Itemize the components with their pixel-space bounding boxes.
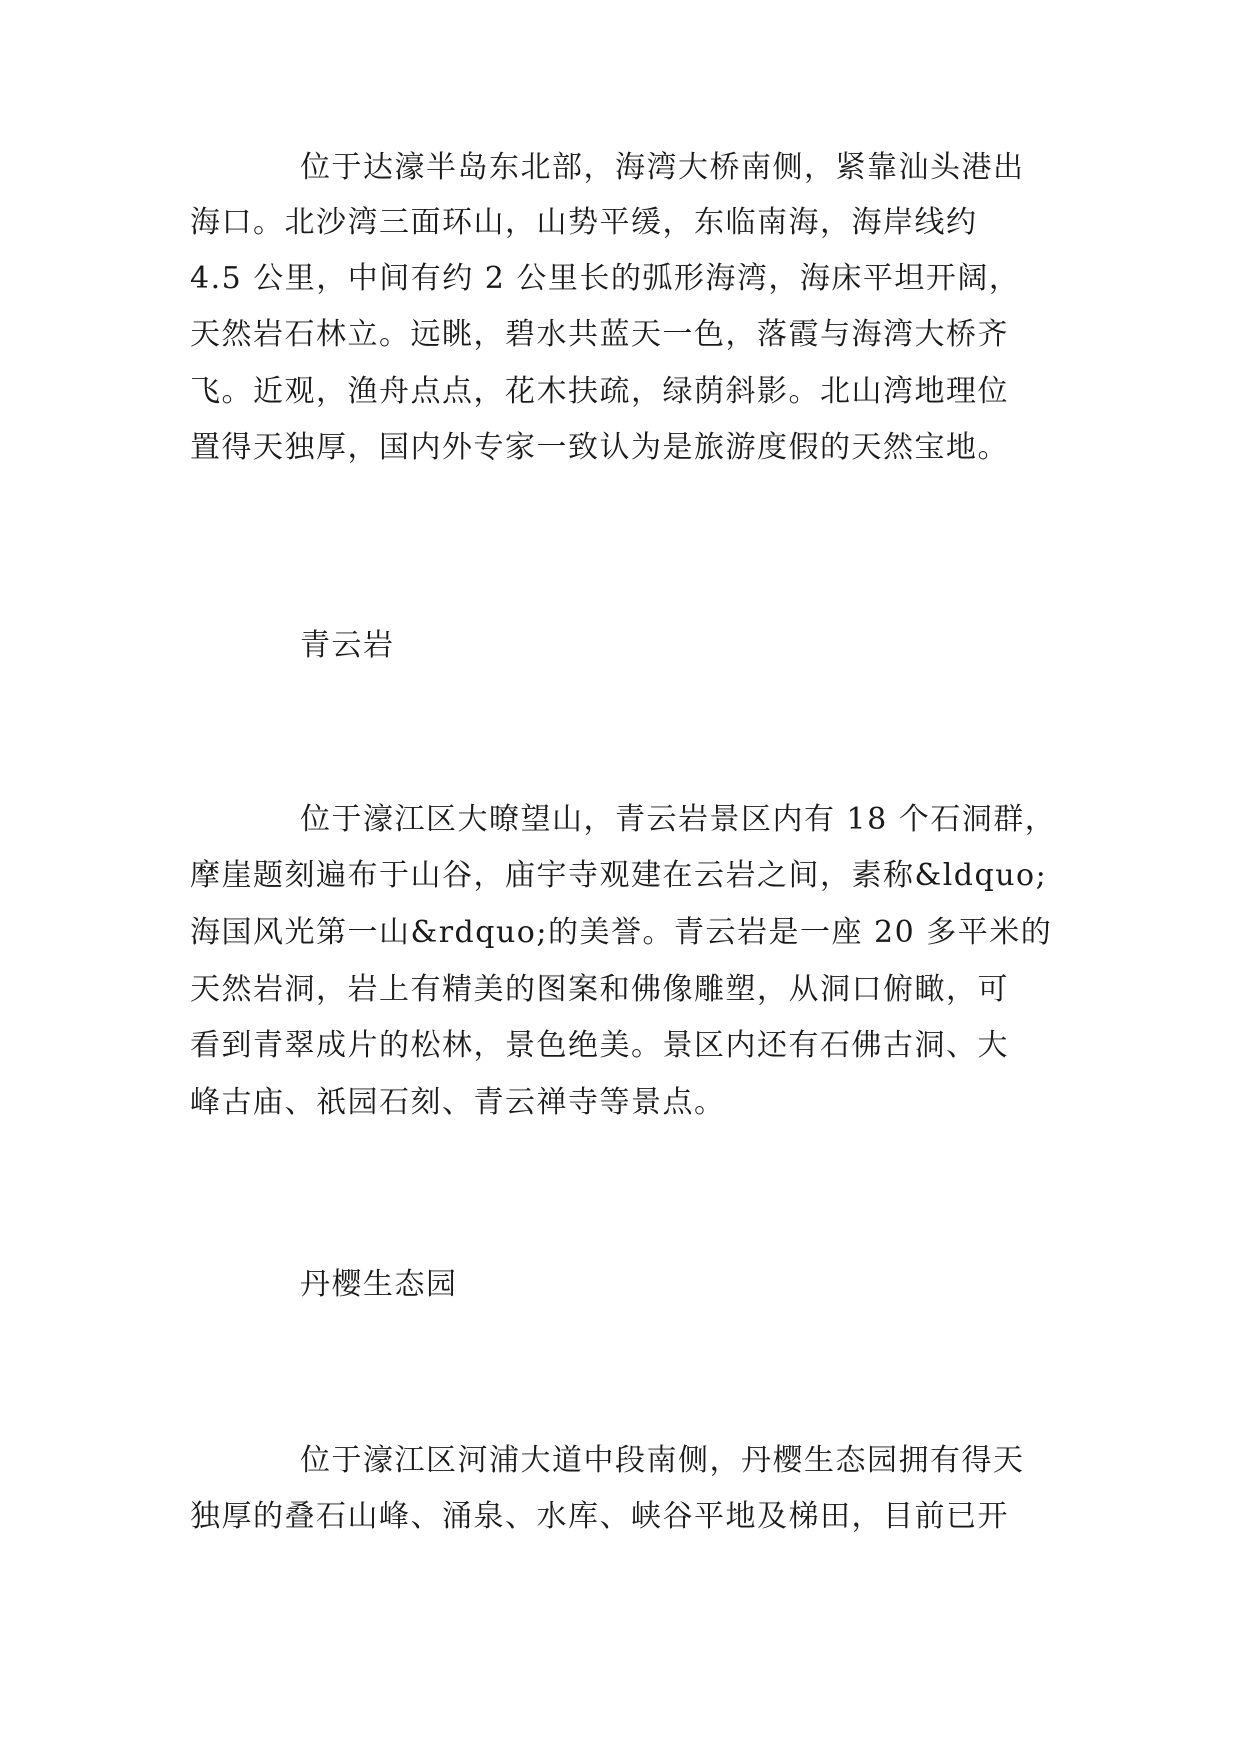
paragraph-line: 海口。北沙湾三面环山，山势平缓，东临南海，海岸线约 xyxy=(190,205,978,240)
paragraph-line: 海国风光第一山&rdquo;的美誉。青云岩是一座 20 多平米的 xyxy=(190,915,1053,950)
paragraph-line: 位于濠江区河浦大道中段南侧，丹樱生态园拥有得天 xyxy=(300,1443,1025,1478)
paragraph-line: 摩崖题刻遍布于山谷，庙宇寺观建在云岩之间，素称&ldquo; xyxy=(190,858,1048,893)
paragraph-line: 看到青翠成片的松林，景色绝美。景区内还有石佛古洞、大 xyxy=(190,1028,1009,1063)
section-heading: 青云岩 xyxy=(300,628,395,663)
paragraph-line: 独厚的叠石山峰、涌泉、水库、峡谷平地及梯田，目前已开 xyxy=(190,1499,1009,1534)
paragraph-line: 置得天独厚，国内外专家一致认为是旅游度假的天然宝地。 xyxy=(190,430,1009,465)
paragraph-line: 位于濠江区大暸望山，青云岩景区内有 18 个石洞群， xyxy=(300,802,1057,837)
paragraph-line: 天然岩石林立。远眺，碧水共蓝天一色，落霞与海湾大桥齐 xyxy=(190,317,1009,352)
section-heading: 丹樱生态园 xyxy=(300,1267,458,1302)
paragraph-line: 4.5 公里，中间有约 2 公里长的弧形海湾，海床平坦开阔， xyxy=(190,261,1021,296)
paragraph-line: 峰古庙、祇园石刻、青云禅寺等景点。 xyxy=(190,1085,726,1120)
paragraph-line: 位于达濠半岛东北部，海湾大桥南侧，紧靠汕头港出 xyxy=(300,150,1025,185)
paragraph-line: 飞。近观，渔舟点点，花木扶疏，绿荫斜影。北山湾地理位 xyxy=(190,374,1009,409)
paragraph-line: 天然岩洞，岩上有精美的图案和佛像雕塑，从洞口俯瞰，可 xyxy=(190,972,1009,1007)
